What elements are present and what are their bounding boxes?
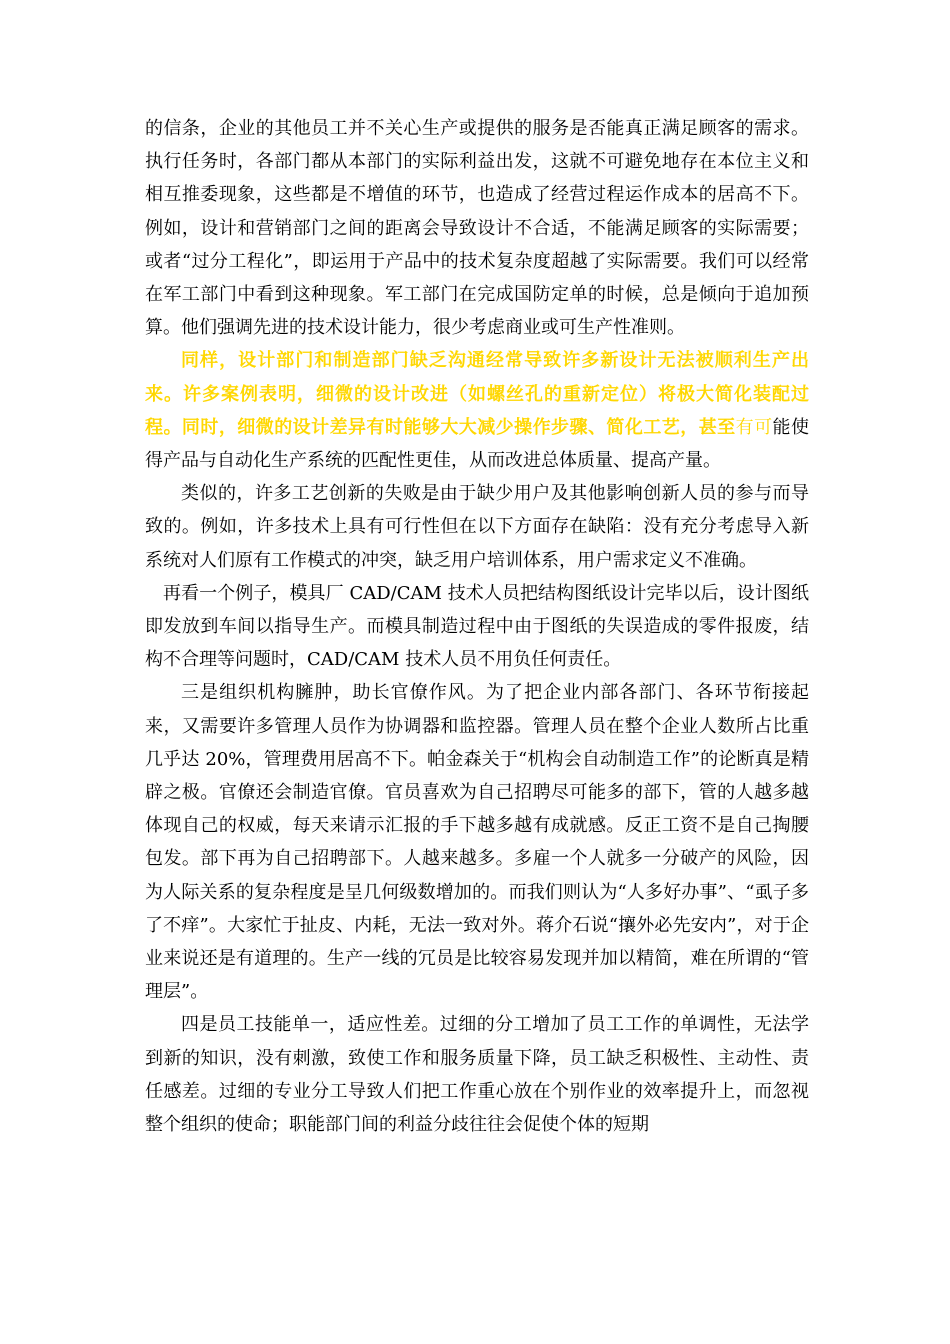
document-page <box>145 112 809 1141</box>
highlighted-text-light: 有可 <box>735 416 773 438</box>
paragraph-5: 三是组织机构臃肿，助长官僚作风。为了把企业内部各部门、各环节衔接起来，又需要许多管理人员作为协调器和监控器。管理人员在整个企业人数所占比重几乎达 20%，管理费用居高不下。帕金森关于“机构会自动制造工作”的论断真是精辟之极。官僚还会制造官僚。官员喜欢为自己招聘尽可能多的部下，管的人越多越体现自己的权威，每天来请示汇报的手下越多越有成就感。反正工资不是自己掏腰包发。部下再为自己招聘部下。人越来越多。多雇一个人就多一分破产的风险，因为人际关系的复杂程度是呈几何级数增加的。而我们则认为“人多好办事”、“虱子多了不痒”。大家忙于扯皮、内耗，无法一致对外。蒋介石说“攘外必先安内”，对于企业来说还是有道理的。生产一线的冗员是比较容易发现并加以精简，难在所谓的“管理层”。 <box>145 682 809 1003</box>
highlighted-text: 同样，设计部门和制造部门缺乏沟通经常导致许多新设计无法被顺利生产出来。许多案例表明，细微的设计改进（如螺丝孔的重新定位）将极大简化装配过程。同时，细微的设计差异有时能够大大减少操作步骤、简化工艺，甚至 <box>145 350 809 438</box>
paragraph-2-text: 能使得产品与自动化生产系统的匹配性更佳，从而改进总体质量、提高产量。 <box>145 416 810 472</box>
paragraph-3: 类似的，许多工艺创新的失败是由于缺少用户及其他影响创新人员的参与而导致的。例如，许多技术上具有可行性但在以下方面存在缺陷：没有充分考虑导入新系统对人们原有工作模式的冲突，缺乏用户培训体系，用户需求定义不准确。 <box>145 483 809 571</box>
paragraph-6: 四是员工技能单一，适应性差。过细的分工增加了员工工作的单调性，无法学到新的知识，没有刺激，致使工作和服务质量下降，员工缺乏积极性、主动性、责任感差。过细的专业分工导致人们把工作重心放在个别作业的效率提升上，而忽视整个组织的使命；职能部门间的利益分歧往往会促使个体的短期 <box>145 1014 809 1136</box>
paragraph-4: 再看一个例子，模具厂 CAD/CAM 技术人员把结构图纸设计完毕以后，设计图纸即发放到车间以指导生产。而模具制造过程中由于图纸的失误造成的零件报废，结构不合理等问题时，CAD/CAM 技术人员不用负任何责任。 <box>145 582 809 671</box>
paragraph-1: 的信条，企业的其他员工并不关心生产或提供的服务是否能真正满足顾客的需求。执行任务时，各部门都从本部门的实际利益出发，这就不可避免地存在本位主义和相互推委现象，这些都是不增值的环节，也造成了经营过程运作成本的居高不下。例如，设计和营销部门之间的距离会导致设计不合适，不能满足顾客的实际需要；或者“过分工程化”，即运用于产品中的技术复杂度超越了实际需要。我们可以经常在军工部门中看到这种现象。军工部门在完成国防定单的时候，总是倾向于追加预算。他们强调先进的技术设计能力，很少考虑商业或可生产性准则。 <box>145 118 809 339</box>
paragraph-2 <box>145 344 809 477</box>
